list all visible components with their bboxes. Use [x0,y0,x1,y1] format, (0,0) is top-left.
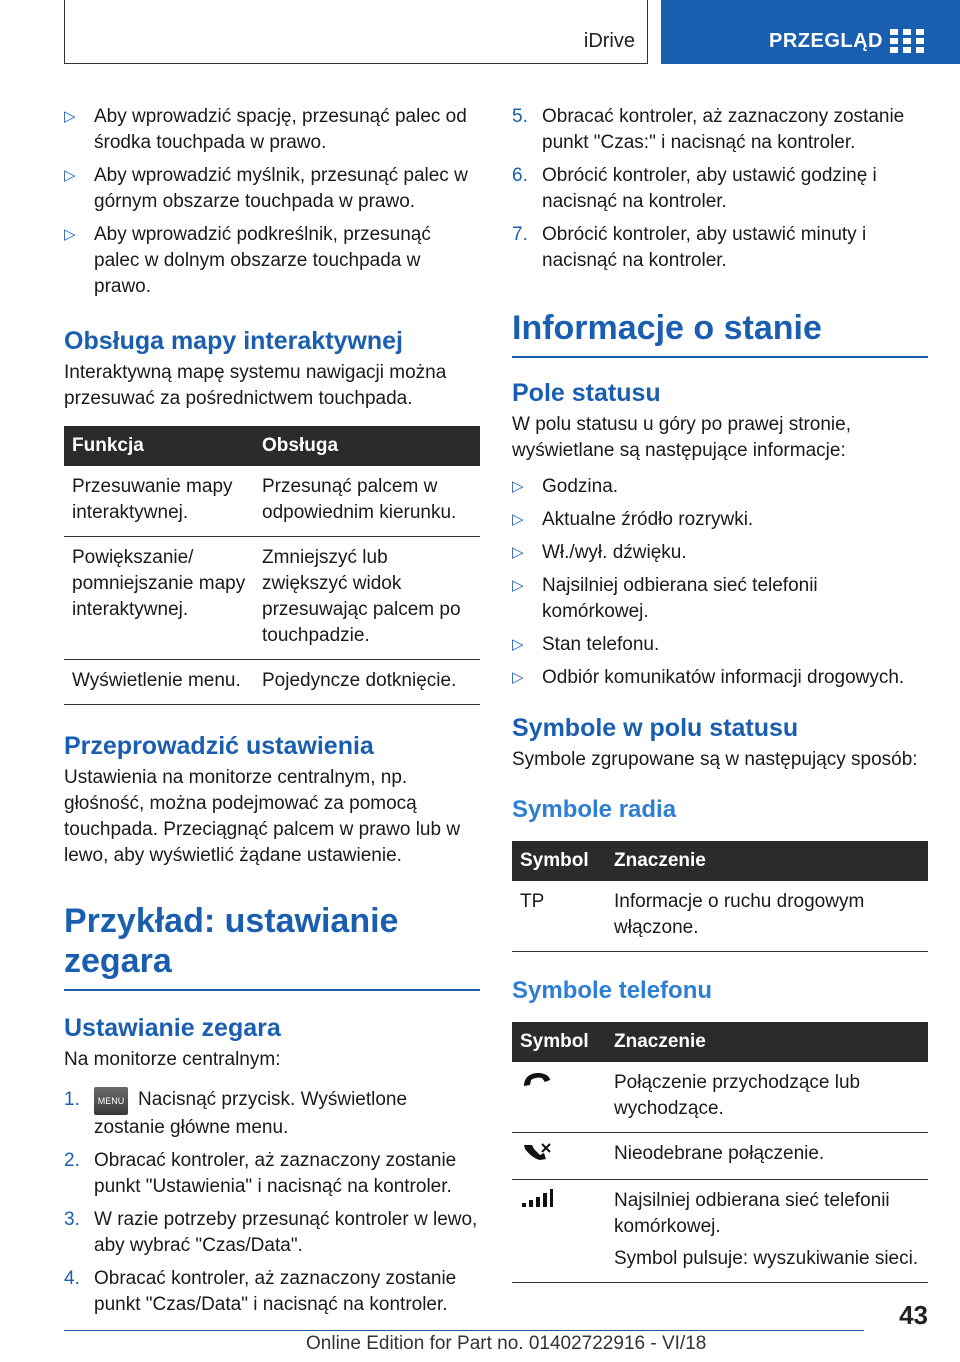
list-item: 7. Obrócić kontroler, aby ustawić minuty i nacisnąć na kontroler. [512,224,867,271]
triangle-bullet-icon: ▷ [512,544,524,561]
clock-heading: Ustawianie zegara [64,1014,281,1042]
header-section-title: iDrive [583,30,635,52]
symbols-heading: Symbole w polu statusu [512,714,799,742]
signal-strength-icon [520,1188,554,1208]
triangle-bullet-icon: ▷ [512,511,524,528]
missed-call-icon [520,1141,554,1161]
table-row: Wyświetlenie menu. Pojedyncze dotknięcie. [64,660,480,705]
header-section-box [64,0,648,64]
list-item: 1. MENU Nacisnąć przycisk. Wyświetlone zostanie główne menu. [64,1089,408,1138]
table-row: Połączenie przychodzące lub wychodzące. [512,1062,928,1133]
phone-heading: Symbole telefonu [512,977,713,1004]
triangle-bullet-icon: ▷ [512,669,524,686]
triangle-bullet-icon: ▷ [512,636,524,653]
table-row: TP Informacje o ruchu drogowym włączone. [512,881,928,952]
phone-table [512,1022,928,1283]
list-item: ▷ Wł./wył. dźwięku. [512,540,928,566]
grid-menu-icon[interactable] [890,29,924,53]
header-chapter-label: PRZEGLĄD [769,30,883,52]
menu-button-icon: MENU [94,1087,128,1115]
table-row: Najsilniej odbierana sieć telefonii komórkowej. Symbol pulsuje: wyszukiwanie sieci. [512,1180,928,1283]
header-chapter-tab[interactable] [661,0,960,64]
table-header: Symbol [512,841,606,881]
left-column [64,100,480,1325]
list-item: 2. Obracać kontroler, aż zaznaczony zostanie punkt "Ustawienia" i nacisnąć na kontroler. [64,1150,457,1197]
table-header: Funkcja [64,426,254,466]
map-heading: Obsługa mapy interaktywnej [64,327,403,355]
table-row: Przesuwanie mapy interaktywnej. Przesunąć palcem w odpowiednim kierunku. [64,466,480,537]
triangle-bullet-icon: ▷ [512,577,524,594]
table-row: Powiększanie/ pomniejszanie mapy interaktywnej. Zmniejszyć lub zwiększyć widok przesuwając palcem po touchpadzie. [64,537,480,660]
table-row: Nieodebrane połączenie. [512,1133,928,1180]
map-text: Interaktywną mapę systemu nawigacji można przesuwać za pośrednictwem touchpada. [64,362,447,409]
triangle-bullet-icon: ▷ [64,226,76,243]
table-header: Znaczenie [606,1022,928,1062]
radio-table [512,841,928,952]
clock-intro: Na monitorze centralnym: [64,1049,281,1070]
list-item: 5. Obracać kontroler, aż zaznaczony zostanie punkt "Czas:" i nacisnąć na kontroler. [512,106,905,153]
settings-heading: Przeprowadzić ustawienia [64,732,374,760]
phone-call-icon [520,1070,554,1090]
symbols-text: Symbole zgrupowane są w następujący sposób: [512,749,918,770]
page-number: 43 [899,1300,928,1330]
list-item: ▷ Odbiór komunikatów informacji drogowych. [512,665,928,691]
list-item: ▷ Najsilniej odbierana sieć telefonii komórkowej. [512,575,818,622]
list-item: 3. W razie potrzeby przesunąć kontroler w lewo, aby wybrać "Czas/Data". [64,1209,478,1256]
settings-text: Ustawienia na monitorze centralnym, np. głośność, można podejmować za pomocą touchpada. Przeciągnąć palcem w prawo lub w lewo, aby wyświetlić żądane ustawienie. [64,767,461,866]
table-header: Znaczenie [606,841,928,881]
triangle-bullet-icon: ▷ [512,478,524,495]
triangle-bullet-icon: ▷ [64,108,76,125]
list-item: ▷ Stan telefonu. [512,632,928,658]
list-item: 4. Obracać kontroler, aż zaznaczony zostanie punkt "Czas/Data" i nacisnąć na kontroler. [64,1268,457,1315]
status-field-heading: Pole statusu [512,379,661,407]
map-table [64,426,480,705]
list-item: ▷ Aby wprowadzić myślnik, przesunąć palec w górnym obszarze touchpada w prawo. [64,165,468,212]
triangle-bullet-icon: ▷ [64,167,76,184]
status-field-text: W polu statusu u góry po prawej stronie, wyświetlane są następujące informacje: [512,414,852,461]
footer-edition: Online Edition for Part no. 01402722916 - VI/18 [306,1333,707,1354]
right-column [512,100,928,1283]
table-header: Obsługa [254,426,480,466]
list-item: ▷ Aktualne źródło rozrywki. [512,507,928,533]
example-heading: Przykład: ustawianie zegara [64,901,480,991]
list-item: 6. Obrócić kontroler, aby ustawić godzinę i nacisnąć na kontroler. [512,165,877,212]
list-item: ▷ Godzina. [512,474,928,500]
radio-heading: Symbole radia [512,796,677,823]
status-info-heading: Informacje o stanie [512,308,928,358]
table-header: Symbol [512,1022,606,1062]
footer-divider [64,1330,864,1331]
list-item: ▷ Aby wprowadzić spację, przesunąć palec od środka touchpada w prawo. [64,106,467,153]
list-item: ▷ Aby wprowadzić podkreślnik, przesunąć palec w dolnym obszarze touchpada w prawo. [64,224,431,297]
